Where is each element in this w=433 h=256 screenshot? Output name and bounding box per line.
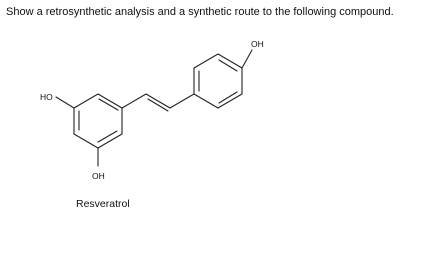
ho-left-bond — [56, 97, 74, 108]
oh-top-label: OH — [251, 39, 264, 49]
question-text: Show a retrosynthetic analysis and a synthetic route to the following compound. — [6, 6, 394, 18]
left-benzene-ring — [74, 94, 122, 148]
oh-bottom-label: OH — [92, 171, 105, 181]
compound-name: Resveratrol — [76, 198, 130, 210]
ho-left-label: HO — [40, 92, 53, 102]
trans-alkene-bridge — [122, 94, 194, 111]
oh-top-bond — [242, 50, 252, 68]
right-benzene-ring — [194, 54, 242, 108]
